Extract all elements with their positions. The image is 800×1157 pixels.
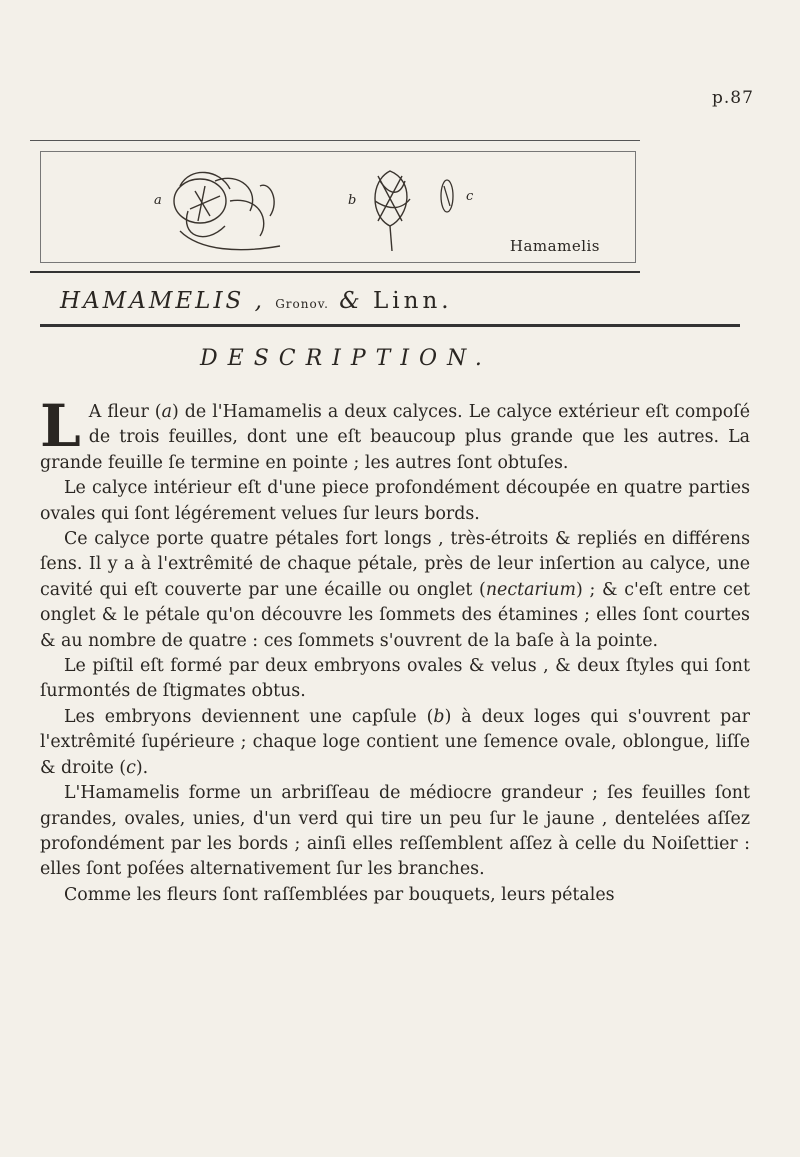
section-heading: DESCRIPTION.	[200, 346, 492, 371]
paragraph-1-part: ) de l'Hamamelis a deux calyces. Le calyce extérieur eſt compoſé de trois feuilles, dont une eſt beaucoup plus grande que les autres. La grande feuille ſe termine en pointe ; les autres ſont obtuſes.	[40, 402, 750, 473]
plate-caption: Hamamelis	[509, 237, 600, 255]
title-genus: HAMAMELIS ,	[60, 288, 265, 314]
paragraph-3	[40, 527, 750, 654]
paragraph-3-nectarium: nectarium	[485, 579, 576, 600]
title-authority-gronov: Gronov.	[275, 297, 329, 311]
paragraph-7: Comme les fleurs ſont raſſemblées par bouquets, leurs pétales	[64, 884, 615, 905]
title-authority-linn: Linn.	[373, 288, 453, 314]
paragraph-5-ref-b: b	[433, 706, 445, 727]
paragraph-3-part: ) ; & c'eſt entre cet onglet & le pétale qu'on découvre les ſommets des étamines ; elles ſont courtes & au nombre de quatre : ces ſommets s'ouvrent de la baſe à la pointe.	[40, 579, 750, 651]
description-text	[40, 392, 750, 908]
paragraph-5-ref-c: c	[126, 757, 136, 778]
paragraph-1-ref-a: a	[161, 402, 172, 422]
page-title	[60, 288, 750, 314]
figure-label-c: c	[466, 189, 474, 204]
paragraph-5-part: ).	[135, 757, 149, 778]
paragraph-5-part: ) à deux loges qui s'ouvrent par l'extrêmité ſupérieure ; chaque loge contient une ſemence ovale, oblongue, liſſe & droite (	[40, 706, 750, 778]
title-rule	[40, 324, 740, 327]
paragraph-6: L'Hamamelis forme un arbriſſeau de médiocre grandeur ; ſes feuilles ſont grandes, ovales, unies, d'un verd qui tire un peu ſur le jaune , dentelées aſſez profondément par les bords ; ainſi elles reſſemblent aſſez à celle du Noiſettier : elles ſont poſées alternativement ſur les branches.	[40, 783, 750, 880]
paragraph-1	[40, 392, 750, 476]
page-number: p.87	[712, 88, 754, 108]
paragraph-4: Le piſtil eſt formé par deux embryons ovales & velus , & deux ſtyles qui ſont ſurmontés de ſtigmates obtus.	[40, 656, 750, 702]
paragraph-5-part: Les embryons deviennent une capſule (	[64, 706, 434, 727]
figure-label-a: a	[154, 193, 162, 208]
figure-label-b: b	[348, 193, 357, 208]
botanical-plate	[30, 140, 640, 273]
paragraph-5	[40, 705, 750, 781]
drop-cap: L	[40, 392, 81, 460]
paragraph-2: Le calyce intérieur eſt d'une piece profondément découpée en quatre parties ovales qui ſont légérement velues ſur leurs bords.	[40, 478, 750, 524]
paragraph-3-part: Ce calyce porte quatre pétales fort longs , très-étroits & repliés en différens ſens. Il y a à l'extrêmité de chaque pétale, près de leur inſertion au calyce, une cavité qui eſt couverte par une écaille ou onglet (	[40, 529, 750, 600]
title-ampersand: &	[339, 288, 363, 314]
paragraph-1-part: A fleur (	[88, 402, 162, 422]
